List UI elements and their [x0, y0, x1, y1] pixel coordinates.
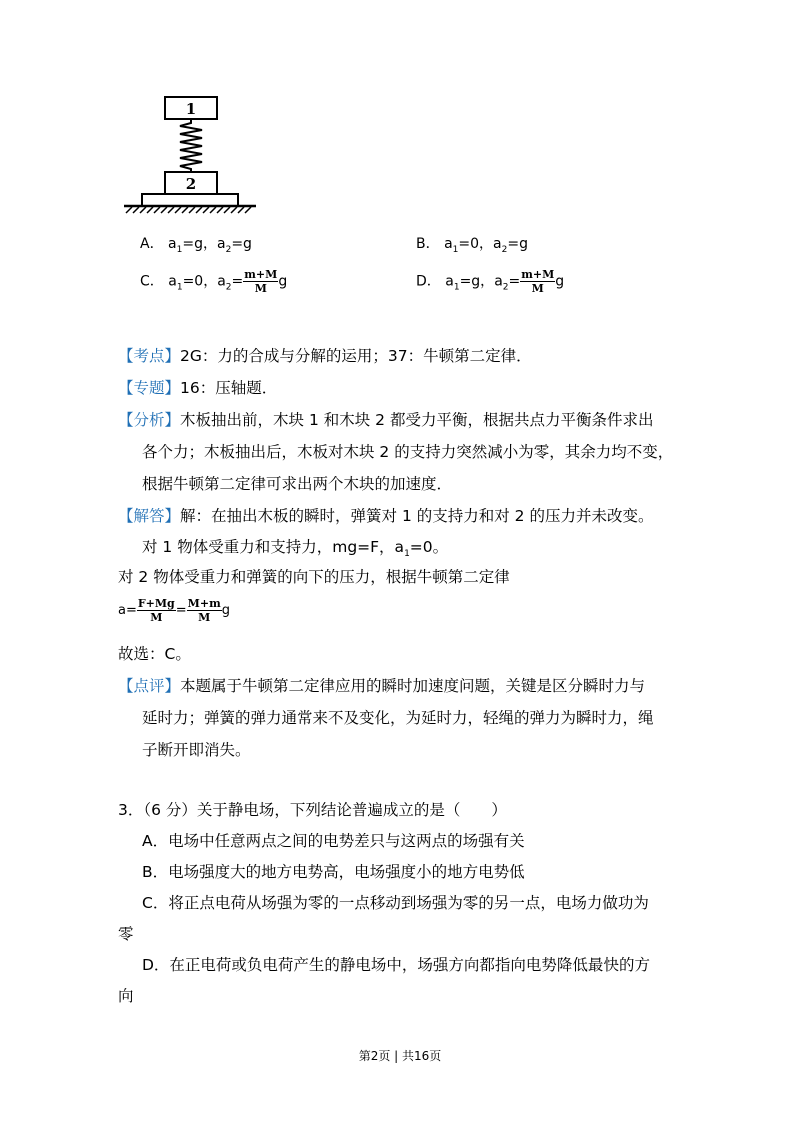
q3-option-c-line-2[interactable]: 零	[118, 925, 134, 943]
dianping-line-2: 延时力；弹簧的弹力通常来不及变化，为延时力，轻绳的弹力为瞬时力，绳	[142, 709, 654, 727]
option-d[interactable]: D． $a_1=g$，$a_2=$ $\frac{m+M}{M}$ g	[416, 268, 565, 295]
board	[142, 194, 238, 206]
kaodian-line: 【考点】2G：力的合成与分解的运用；37：牛顿第二定律．	[118, 347, 532, 365]
block-1-label: 1	[185, 100, 197, 118]
answer-choice: 故选：C。	[118, 645, 191, 663]
page-number: 第2页 | 共16页	[358, 1049, 442, 1063]
equation-fraction-1: $\frac{F+Mg}{M}$	[137, 597, 175, 624]
option-d-fraction: $\frac{m+M}{M}$	[521, 268, 555, 295]
jieda-equation: a= $\frac{F+Mg}{M}$ = $\frac{M+m}{M}$ g	[118, 597, 230, 624]
dianping-line-3: 子断开即消失。	[142, 741, 251, 759]
ground-hatching	[126, 207, 251, 213]
spring	[180, 119, 202, 172]
q3-stem: 3．（6 分）关于静电场，下列结论普遍成立的是（ ）	[118, 801, 507, 819]
zhuanti-tag: 【专题】	[118, 379, 181, 397]
q3-option-a[interactable]: A．电场中任意两点之间的电势差只与这两点的场强有关	[142, 832, 525, 850]
jieda-line-2: 对 1 物体受重力和支持力，mg=F，$a_1=0$。	[142, 538, 449, 560]
jieda-line-1: 【解答】解：在抽出木板的瞬时，弹簧对 1 的支持力和对 2 的压力并未改变。	[118, 507, 654, 525]
block-2-label: 2	[185, 175, 197, 193]
q3-option-c-line-1[interactable]: C．将正点电荷从场强为零的一点移动到场强为零的另一点，电场力做功为	[142, 894, 649, 912]
dianping-line-1: 【点评】本题属于牛顿第二定律应用的瞬时加速度问题，关键是区分瞬时力与	[118, 677, 646, 695]
option-a[interactable]: A． $a_1=g$，$a_2=g$	[140, 236, 252, 255]
option-c-fraction: $\frac{m+M}{M}$	[244, 268, 278, 295]
option-c[interactable]: C． $a_1=0$，$a_2=$ $\frac{m+M}{M}$ g	[140, 268, 288, 295]
jieda-line-3: 对 2 物体受重力和弹簧的向下的压力，根据牛顿第二定律	[118, 568, 510, 586]
q3-option-d-line-1[interactable]: D．在正电荷或负电荷产生的静电场中，场强方向都指向电势降低最快的方	[142, 956, 650, 974]
q3-option-d-line-2[interactable]: 向	[118, 987, 134, 1005]
fenxi-line-1: 【分析】木板抽出前，木块 1 和木块 2 都受力平衡，根据共点力平衡条件求出	[118, 411, 654, 429]
kaodian-tag: 【考点】	[118, 347, 181, 365]
fenxi-line-2: 各个力；木板抽出后，木板对木块 2 的支持力突然减小为零，其余力均不变，	[142, 443, 674, 461]
spring-blocks-figure	[120, 95, 260, 215]
option-b[interactable]: B． $a_1=0$，$a_2=g$	[416, 236, 528, 255]
equation-fraction-2: $\frac{M+m}{M}$	[187, 597, 221, 624]
dianping-tag: 【点评】	[118, 677, 181, 695]
zhuanti-line: 【专题】16：压轴题．	[118, 379, 278, 397]
fenxi-line-3: 根据牛顿第二定律可求出两个木块的加速度．	[142, 475, 453, 493]
fenxi-tag: 【分析】	[118, 411, 181, 429]
jieda-tag: 【解答】	[118, 507, 181, 525]
q3-option-b[interactable]: B．电场强度大的地方电势高，电场强度小的地方电势低	[142, 863, 525, 881]
